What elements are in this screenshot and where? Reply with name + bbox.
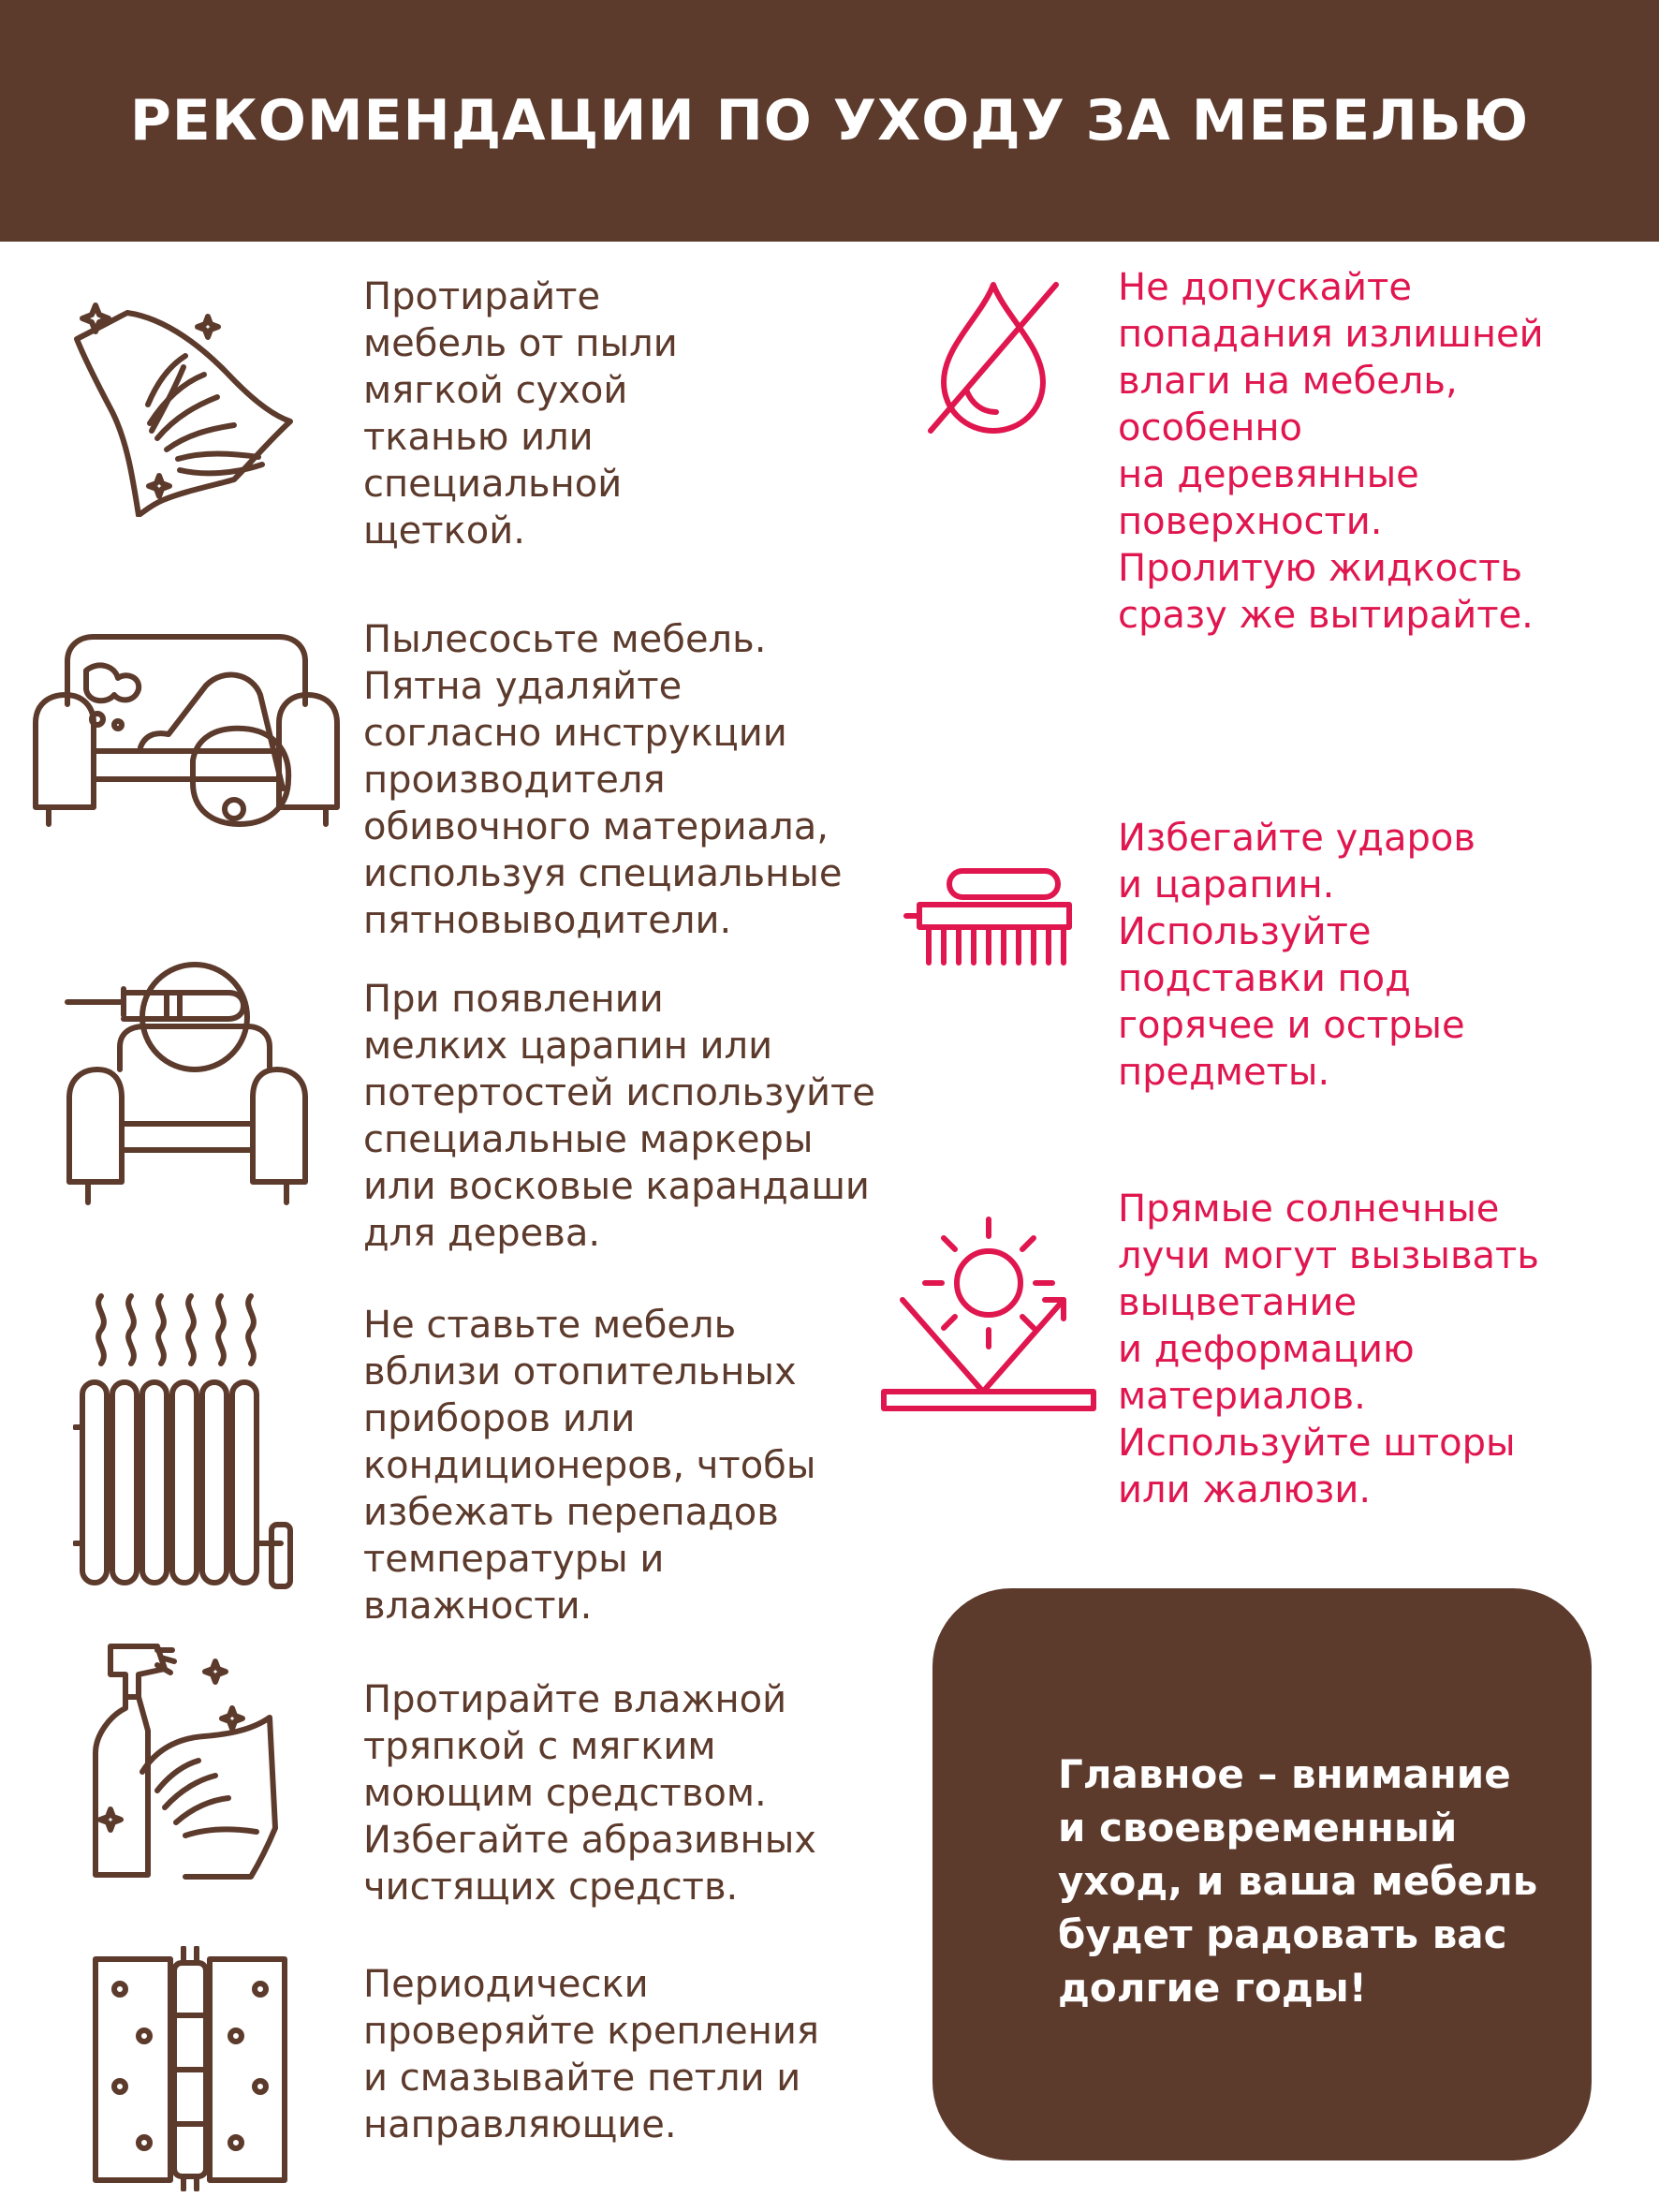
tip-vacuum-text: Пылесосьте мебель. Пятна удаляйте согласно инструкции производителя обивочного материала, используя специальные пятновыводители. (363, 618, 843, 942)
tip-sunlight-text: Прямые солнечные лучи могут вызывать выцветание и деформацию материалов. Используйте шторы или жалюзи. (1118, 1187, 1539, 1512)
tip-scratch-protection-text: Избегайте ударов и царапин. Используйте подставки под горячее и острые предметы. (1118, 817, 1475, 1094)
tip-scratches-text: При появлении мелких царапин или потертостей используйте специальные маркеры или восковые карандаши для дерева. (363, 978, 875, 1255)
tip-dusting-text: Протирайте мебель от пыли мягкой сухой тканью или специальной щеткой. (363, 275, 678, 553)
spray-bottle-cloth-icon (92, 1641, 279, 1880)
dusting-cloth-hand-icon (73, 292, 298, 517)
tip-wet-cloth-text: Протирайте влажной тряпкой с мягким моющим средством. Избегайте абразивных чистящих средств. (363, 1678, 816, 1909)
brush-icon (903, 867, 1086, 966)
no-water-drop-icon (925, 279, 1062, 436)
tip-hinges-text: Периодически проверяйте крепления и смазывайте петли и направляющие. (363, 1963, 819, 2146)
header-banner (0, 0, 1659, 242)
page-title: РЕКОМЕНДАЦИИ ПО УХОДУ ЗА МЕБЕЛЬЮ (129, 88, 1530, 154)
door-hinge-icon (92, 1946, 288, 2191)
sofa-vacuum-icon (28, 629, 346, 835)
conclusion-callout (932, 1588, 1592, 2160)
sun-reflection-icon (880, 1216, 1097, 1412)
tip-moisture-text: Не допускайте попадания излишней влаги на мебель, особенно на деревянные поверхности. Пролитую жидкость сразу же вытирайте. (1118, 266, 1544, 637)
tip-radiator-text: Не ставьте мебель вблизи отопительных приборов или кондиционеров, чтобы избежать перепадов температуры и влажности. (363, 1304, 816, 1628)
radiator-heat-icon (73, 1290, 298, 1590)
armchair-marker-icon (64, 957, 311, 1208)
conclusion-text: Главное – внимание и своевременный уход, и ваша мебель будет радовать вас долгие годы! (1058, 1751, 1538, 2011)
